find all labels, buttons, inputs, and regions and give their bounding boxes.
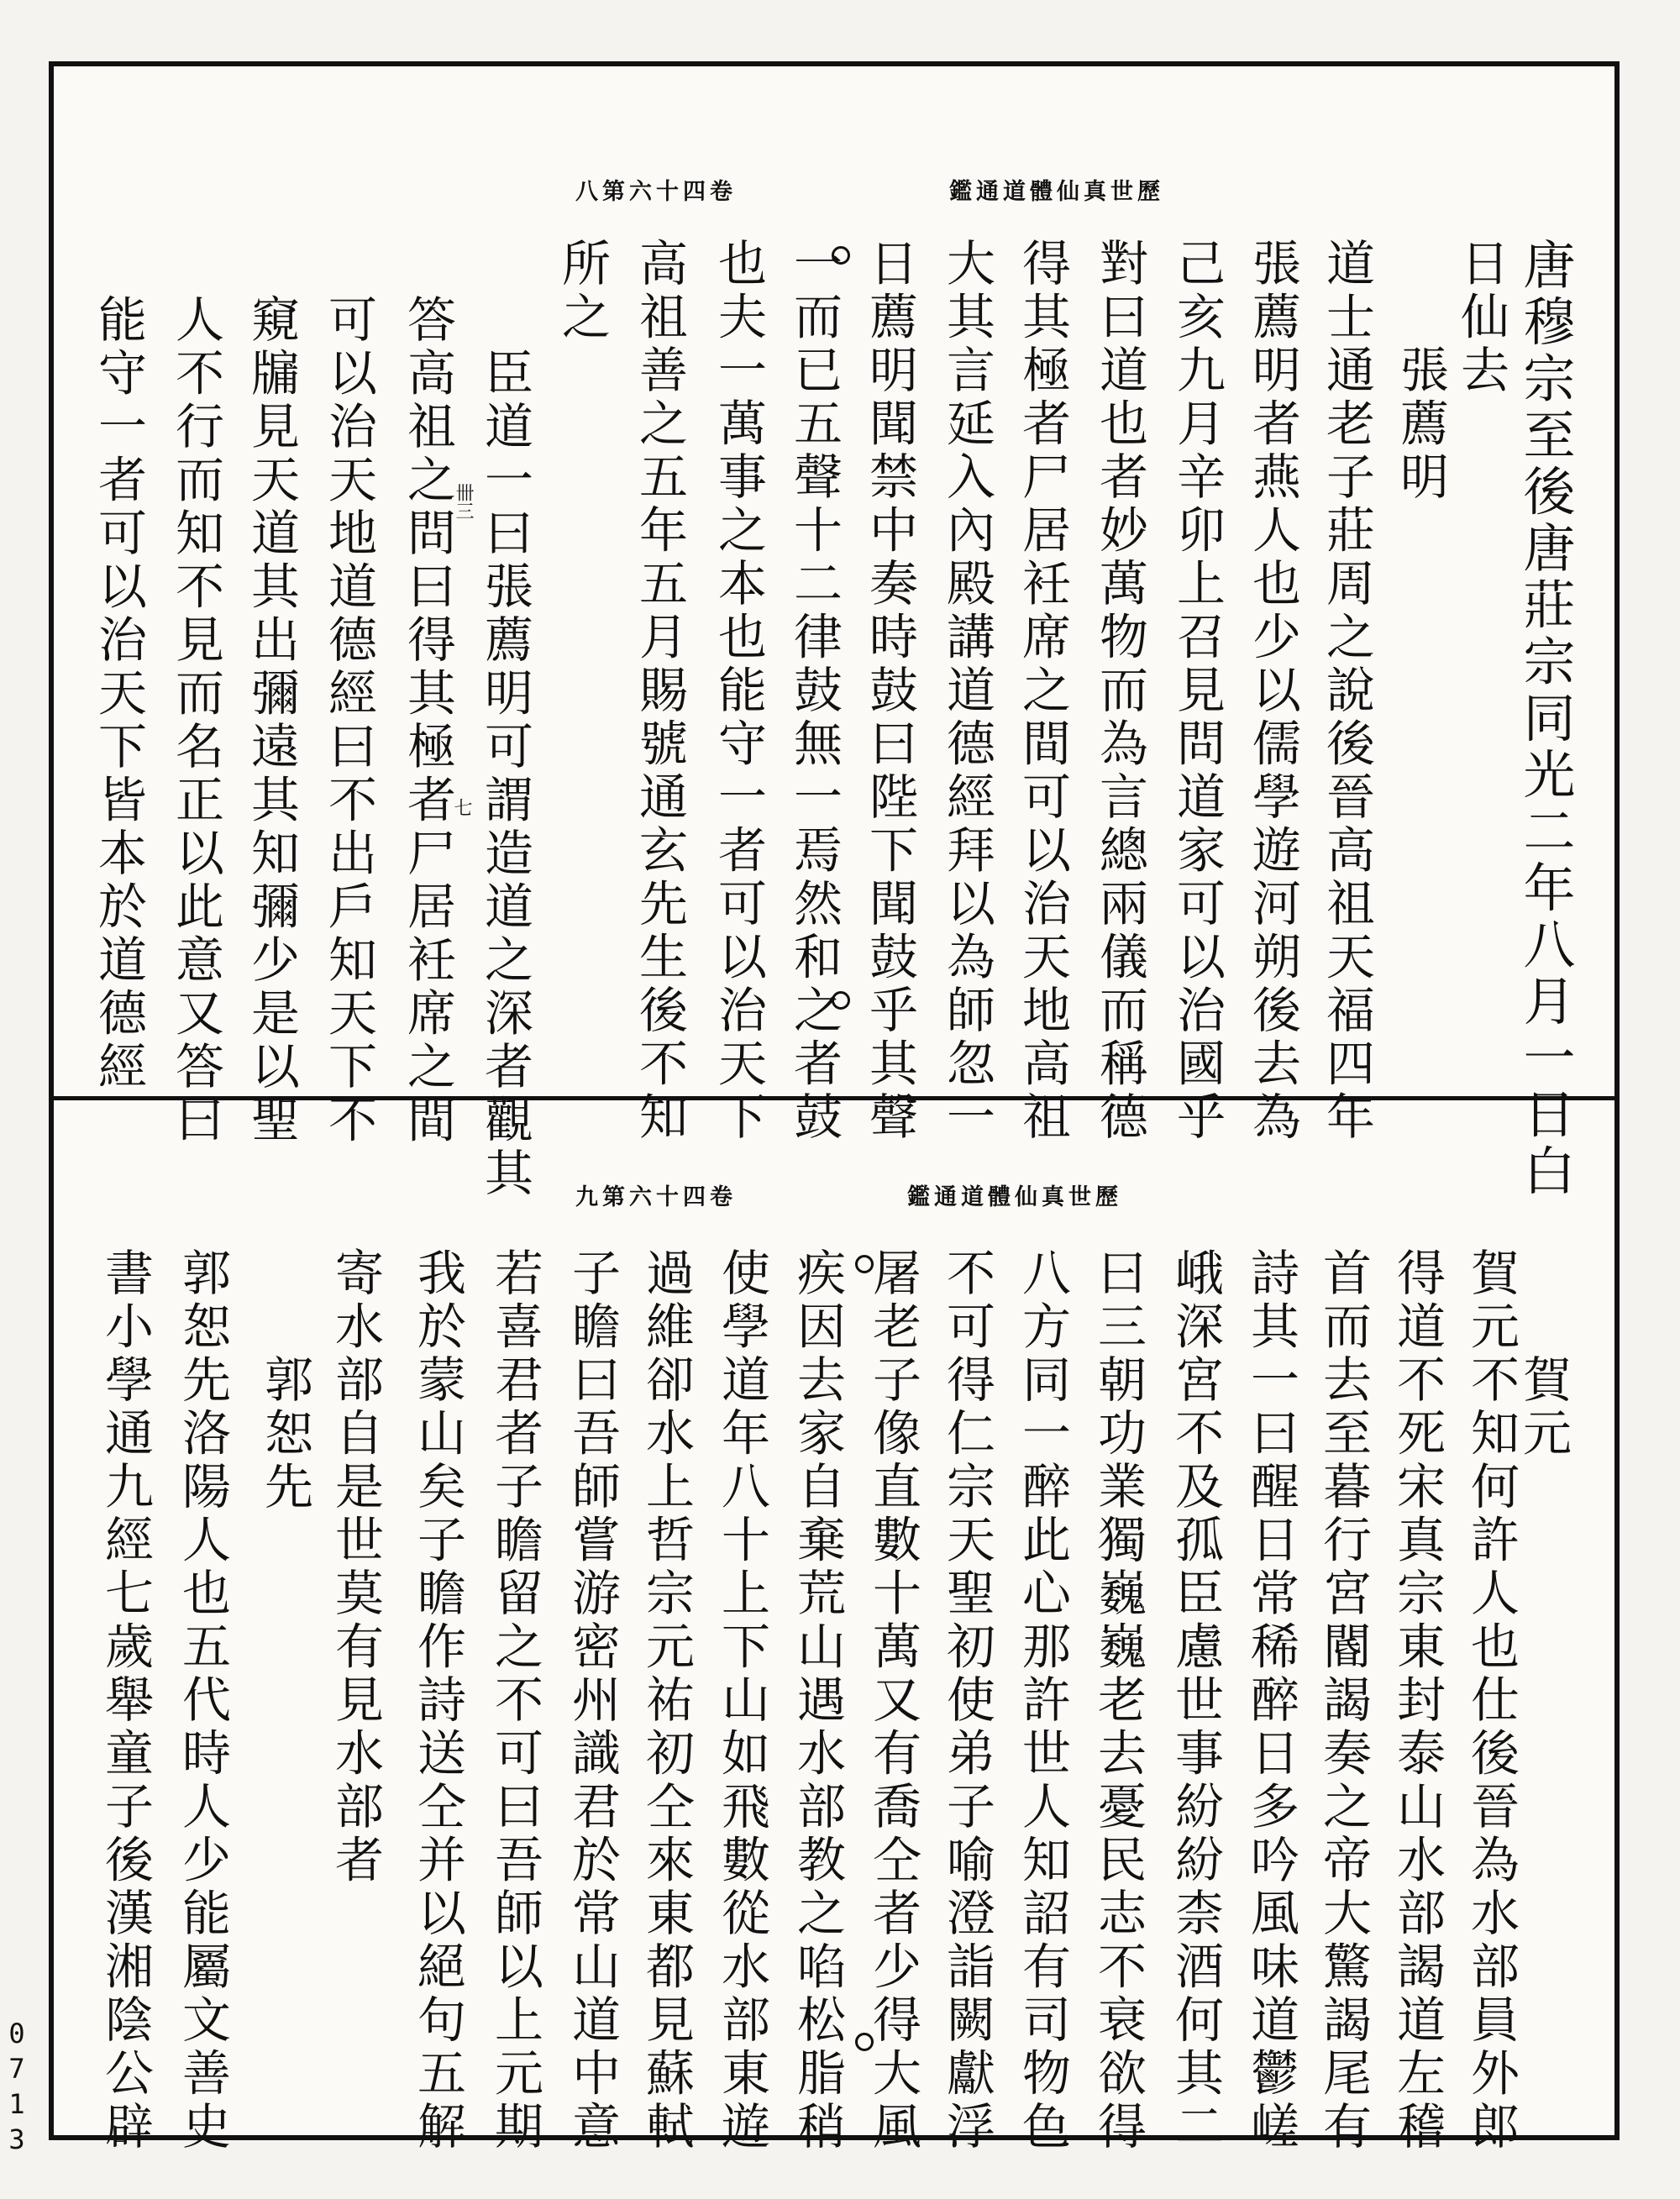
text-column: 對曰道也者妙萬物而為言總兩儀而稱德 bbox=[1091, 238, 1148, 1145]
text-column: 我於蒙山矣子瞻作詩送仝并以絕句五解 bbox=[409, 1247, 466, 2154]
text-column: 寄水部自是世莫有見水部者 bbox=[327, 1247, 384, 1887]
text-column: 能守一者可以治天下皆本於道德經 bbox=[90, 294, 147, 1094]
text-column: 所之 bbox=[554, 238, 611, 344]
text-column: 可以治天地道德經曰不出戶知天下不 bbox=[320, 294, 377, 1147]
top-running-head-volume: 卷四十六第八 bbox=[575, 179, 737, 205]
text-column: 唐穆宗至後唐莊宗同光二年八月一日白 bbox=[1515, 238, 1576, 1200]
text-column: 道士通老子莊周之說後晉高祖天福四年 bbox=[1318, 238, 1375, 1145]
text-column: 子瞻曰吾師嘗游密州識君於常山道中意 bbox=[564, 1247, 621, 2154]
circle-marker-icon bbox=[855, 1255, 874, 1273]
text-column: 曰三朝功業獨巍巍老去憂民志不衰欲得 bbox=[1089, 1247, 1147, 2154]
bottom-running-head-title: 歷世真仙體道通鑑 bbox=[907, 1184, 1122, 1210]
text-column: 日仙去 bbox=[1452, 238, 1509, 398]
circle-marker-icon bbox=[855, 2033, 874, 2051]
text-column: 峨深宮不及孤臣慮世事紛紛柰酒何其二 bbox=[1167, 1247, 1224, 2154]
text-column: 疾因去家自棄荒山遇水部教之啗松脂稍 bbox=[789, 1247, 846, 2154]
text-column: 不可得仁宗天聖初使弟子喻澄詣闕獻浮 bbox=[938, 1247, 995, 2154]
text-column: 郭恕先 bbox=[256, 1247, 313, 1514]
page-number: 0713 bbox=[1, 2018, 33, 2159]
text-column: 張薦明 bbox=[1392, 238, 1449, 505]
circle-marker-icon bbox=[832, 246, 850, 265]
top-running-head-title: 歷世真仙體道通鑑 bbox=[949, 179, 1164, 205]
text-column: 臣道一曰張薦明可謂造道之深者觀其 bbox=[476, 294, 533, 1201]
text-column: 己亥九月辛卯上召見問道家可以治國乎 bbox=[1168, 238, 1226, 1145]
text-column: 也夫一萬事之本也能守一者可以治天下 bbox=[710, 238, 767, 1145]
text-column: 得其極者尸居衽席之間可以治天地高祖 bbox=[1014, 238, 1071, 1145]
text-column: 首而去至暮行宮閽謁奏之帝大驚謁尾有 bbox=[1315, 1247, 1372, 2154]
text-column: 一而已五聲十二律鼓無一焉然和之者鼓 bbox=[785, 238, 843, 1145]
text-column: 得道不死宋真宗東封泰山水部謁道左稽 bbox=[1389, 1247, 1446, 2154]
text-column: 答高祖之問曰得其極者尸居衽席之間 bbox=[399, 294, 456, 1147]
text-column: 日薦明聞禁中奏時鼓曰陛下聞鼓乎其聲 bbox=[861, 238, 918, 1145]
text-column: 書小學通九經七歲舉童子後漢湘陰公辟 bbox=[97, 1247, 154, 2154]
text-column: 若喜君者子瞻留之不可曰吾師以上元期 bbox=[486, 1247, 543, 2154]
text-column: 過維卻水上哲宗元祐初仝來東都見蘇軾 bbox=[638, 1247, 695, 2154]
circle-marker-icon bbox=[832, 991, 850, 1010]
text-column: 大其言延入內殿講道德經拜以為師忽一 bbox=[938, 238, 995, 1145]
text-column: 詩其一曰醒日常稀醉日多吟風味道鬱嵯 bbox=[1242, 1247, 1299, 2154]
text-column: 使學道年八十上下山如飛數從水部東遊 bbox=[713, 1247, 770, 2154]
marginal-note: 卌三 bbox=[453, 483, 474, 520]
text-column: 賀元不知何許人也仕後晉為水部員外郎 bbox=[1462, 1247, 1520, 2154]
bottom-running-head-volume: 卷四十六第九 bbox=[575, 1184, 737, 1210]
text-column: 窺牖見天道其出彌遠其知彌少是以聖 bbox=[243, 294, 300, 1147]
text-column: 郭恕先洛陽人也五代時人少能屬文善史 bbox=[174, 1247, 231, 2154]
text-column: 八方同一醉此心那許世人知詔有司物色 bbox=[1014, 1247, 1071, 2154]
text-column: 賀元 bbox=[1515, 1247, 1572, 1461]
text-column: 人不行而知不見而名正以此意又答曰 bbox=[167, 294, 224, 1147]
marginal-note: 七 bbox=[451, 798, 472, 816]
text-column: 高祖善之五年五月賜號通玄先生後不知 bbox=[631, 238, 688, 1145]
text-column: 張薦明者燕人也少以儒學遊河朔後去為 bbox=[1244, 238, 1301, 1145]
text-column: 屠老子像直數十萬又有喬仝者少得大風 bbox=[864, 1247, 921, 2154]
